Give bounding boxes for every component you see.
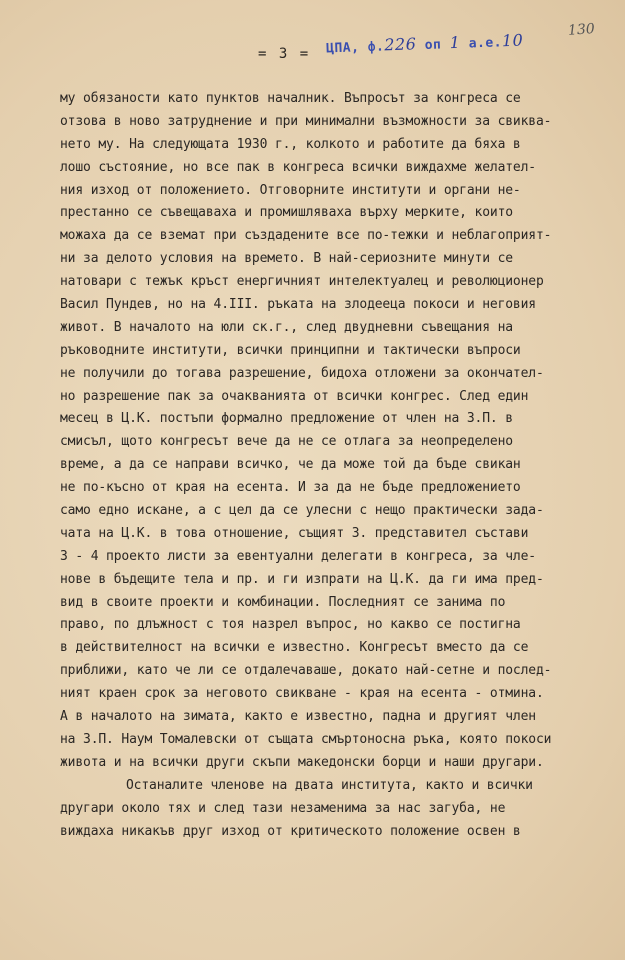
text-line: но разрешение пак за очакванията от всички конгрес. След един <box>60 388 529 404</box>
text-line: лошо състояние, но все пак в конгреса всички виждахме желател- <box>60 159 536 175</box>
text-line: на З.П. Наум Томалевски от същата смъртоносна ръка, която покоси <box>60 731 552 747</box>
text-line: престанно се съвещаваха и промишляваха върху меркитe, които <box>60 205 513 221</box>
archive-op-label: оп <box>424 37 442 53</box>
text-line: нето му. На следующата 1930 г., колкото и работите да бяха в <box>60 136 521 152</box>
text-line: приближи, като че ли се отдалечаваше, докато най-сетне и послед- <box>60 663 552 679</box>
text-line: ни за делото условия на времето. В най-сериозните минути се <box>60 251 513 267</box>
text-line: 3 - 4 проекто листи за евентуални делегати в конгреса, за чле- <box>60 548 536 564</box>
text-line: право, по длъжност с тоя назрел въпрос, но какво се постигна <box>60 617 521 633</box>
text-line: виждаха никакъв друг изход от критическото положение освен в <box>60 823 521 839</box>
typed-body-text <box>60 88 620 843</box>
archive-stamp <box>326 31 524 57</box>
text-line: чата на Ц.К. в това отношение, същият З. представител състави <box>60 525 529 541</box>
text-line: живот. В началото на юли ск.г., след двудневни съвещания на <box>60 319 513 335</box>
archive-op-number: 1 <box>449 32 461 53</box>
text-line: отзова в ново затруднение и при минимални възможности за свиква- <box>60 113 552 129</box>
text-line: вид в своите проекти и комбинации. Последният се занима по <box>60 594 506 610</box>
sheet-number: 130 <box>567 21 596 39</box>
text-line-paragraph-start: Останалите членове на двата института, както и всички <box>126 777 533 793</box>
text-line: му обязаности като пунктов началник. Въпросът за конгреса се <box>60 91 521 106</box>
text-line: другари около тях и след тази незаменима за нас загуба, не <box>60 800 506 816</box>
archive-ae-label: а.е. <box>468 35 503 52</box>
text-line: само едно искане, а с цел да се улесни с нещо практически зада- <box>60 503 544 519</box>
text-line: месец в Ц.К. постъпи формално предложение от член на З.П. в <box>60 411 513 427</box>
archive-ae-number: 10 <box>501 30 524 51</box>
text-line: живота и на всички други скъпи македонски борци и наши другари. <box>60 754 544 770</box>
text-line: Васил Пундев, но на 4.III. ръката на злодееца покоси и неговия <box>60 297 536 313</box>
text-line: не по-късно от края на есента. И за да не бъде предложението <box>60 480 521 496</box>
text-line: ният краен срок за неговото свикване - края на есента - отмина. <box>60 686 544 702</box>
archive-fond-number: 226 <box>383 34 417 55</box>
text-line: нове в бъдещите тела и пр. и ги изпрати на Ц.К. да ги има пред- <box>60 571 544 587</box>
text-line: А в началото на зимата, както е известно, падна и другият член <box>60 709 536 725</box>
text-line: в действителност на всички е известно. Конгресът вместо да се <box>60 640 529 656</box>
archive-stamp-prefix: ЦПА, ф. <box>325 39 385 57</box>
text-line: смисъл, щото конгресът вече да не се отлага за неопределено <box>60 434 513 450</box>
text-line: ния изход от положението. Отговорните институти и органи не- <box>60 182 521 198</box>
text-line: ръководните институти, всички принципни и тактически въпроси <box>60 342 521 358</box>
text-line: време, а да се направи всичко, че да може той да бъде свикан <box>60 457 521 473</box>
text-line: не получили до тогава разрешение, бидоха отложени за окончател- <box>60 365 544 381</box>
page-number: = 3 = <box>258 46 311 62</box>
text-line: можаха да се вземат при създадените все по-тежки и неблагоприят- <box>60 228 552 244</box>
text-line: натовари с тежък кръст енергичният интелектуалец и революционер <box>60 274 544 290</box>
